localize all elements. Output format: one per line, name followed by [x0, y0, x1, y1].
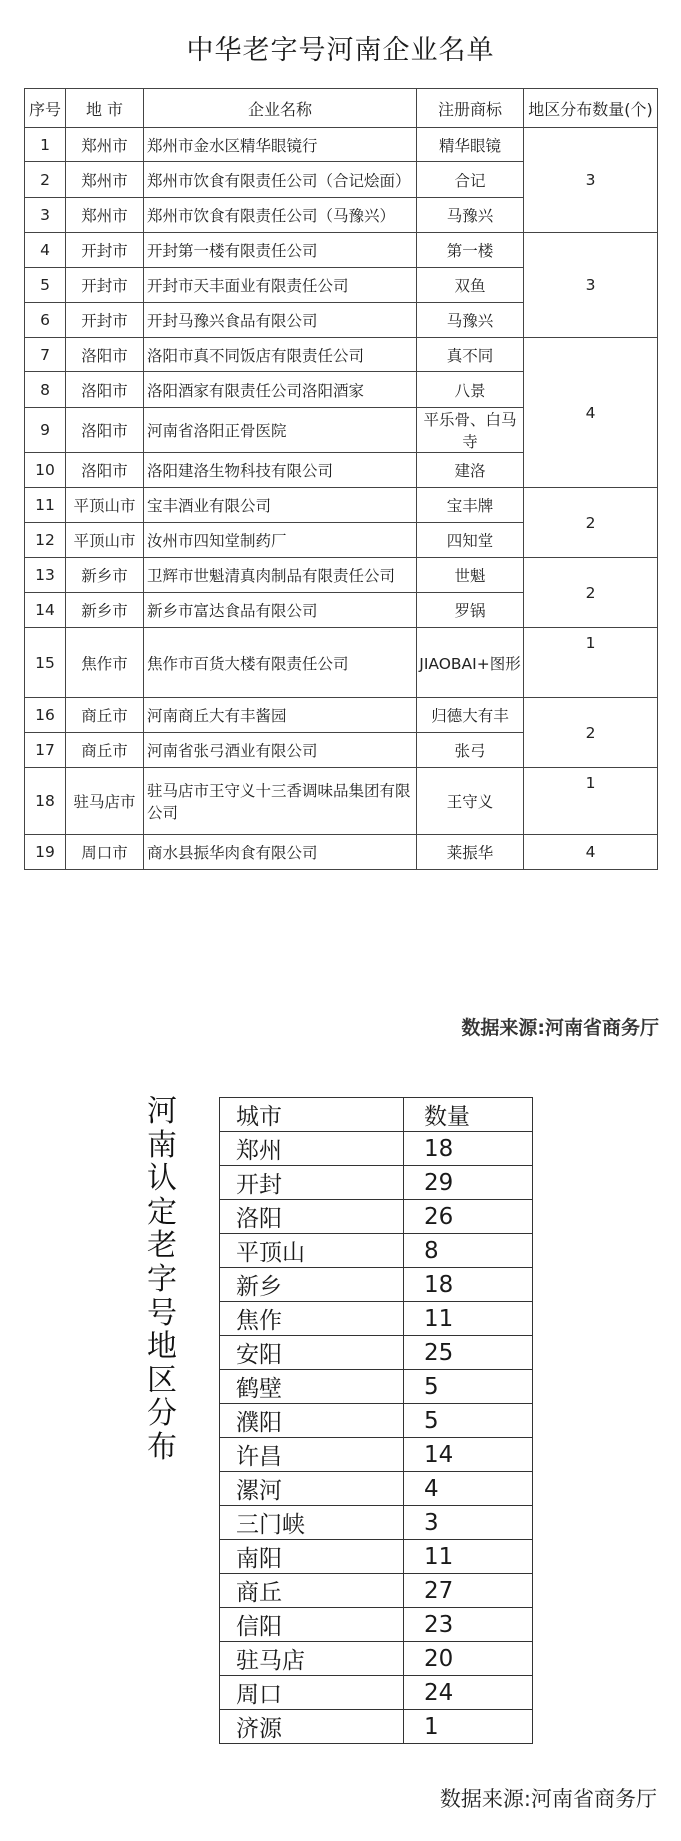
- city-count: 18: [404, 1132, 533, 1166]
- row-city: 焦作市: [66, 628, 144, 698]
- table-row: [220, 1676, 533, 1710]
- table-row: [220, 1472, 533, 1506]
- city-name: 南阳: [220, 1540, 404, 1574]
- region-count: 3: [524, 128, 658, 233]
- row-number: 5: [25, 268, 66, 303]
- city-name: 开封: [220, 1166, 404, 1200]
- region-count: 3: [524, 233, 658, 338]
- row-number: 13: [25, 558, 66, 593]
- row-number: 14: [25, 593, 66, 628]
- row-city: 洛阳市: [66, 453, 144, 488]
- row-brand: 双鱼: [417, 268, 524, 303]
- vertical-title-char: 南: [147, 1127, 177, 1163]
- row-company: 郑州市饮食有限责任公司（马豫兴）: [144, 198, 417, 233]
- row-number: 11: [25, 488, 66, 523]
- row-city: 开封市: [66, 233, 144, 268]
- region-count: 4: [524, 835, 658, 870]
- row-city: 商丘市: [66, 733, 144, 768]
- table-row: [25, 558, 658, 593]
- city-name: 平顶山: [220, 1234, 404, 1268]
- city-name: 鹤壁: [220, 1370, 404, 1404]
- region-count: 1: [524, 768, 658, 835]
- table-row: [220, 1370, 533, 1404]
- city-name: 安阳: [220, 1336, 404, 1370]
- row-city: 开封市: [66, 303, 144, 338]
- table-row: [25, 698, 658, 733]
- header-count: 地区分布数量(个): [524, 89, 658, 128]
- city-count: 1: [404, 1710, 533, 1744]
- row-company: 驻马店市王守义十三香调味品集团有限公司: [144, 768, 417, 835]
- row-company: 郑州市饮食有限责任公司（合记烩面）: [144, 162, 417, 198]
- table-row: [220, 1574, 533, 1608]
- row-company: 新乡市富达食品有限公司: [144, 593, 417, 628]
- row-number: 12: [25, 523, 66, 558]
- city-name: 驻马店: [220, 1642, 404, 1676]
- row-brand: 罗锅: [417, 593, 524, 628]
- table-row: [220, 1200, 533, 1234]
- vertical-title-char: 分: [147, 1396, 177, 1432]
- row-company: 郑州市金水区精华眼镜行: [144, 128, 417, 162]
- city-name: 漯河: [220, 1472, 404, 1506]
- row-brand: 王守义: [417, 768, 524, 835]
- row-city: 郑州市: [66, 162, 144, 198]
- row-number: 18: [25, 768, 66, 835]
- city-name: 商丘: [220, 1574, 404, 1608]
- table-row: [25, 488, 658, 523]
- header-count: 数量: [404, 1098, 533, 1132]
- row-company: 洛阳市真不同饭店有限责任公司: [144, 338, 417, 372]
- table-row: [25, 768, 658, 835]
- row-brand: 世魁: [417, 558, 524, 593]
- table-row: [220, 1268, 533, 1302]
- city-count-table: [219, 1097, 533, 1744]
- row-city: 平顶山市: [66, 523, 144, 558]
- city-count: 29: [404, 1166, 533, 1200]
- city-count: 20: [404, 1642, 533, 1676]
- city-count: 8: [404, 1234, 533, 1268]
- row-number: 1: [25, 128, 66, 162]
- row-company: 宝丰酒业有限公司: [144, 488, 417, 523]
- row-city: 新乡市: [66, 593, 144, 628]
- page-title: 中华老字号河南企业名单: [186, 35, 495, 66]
- city-name: 济源: [220, 1710, 404, 1744]
- table-row: [220, 1404, 533, 1438]
- table-row: [25, 338, 658, 372]
- table-row: [220, 1132, 533, 1166]
- city-name: 焦作: [220, 1302, 404, 1336]
- row-brand: 第一楼: [417, 233, 524, 268]
- row-city: 周口市: [66, 835, 144, 870]
- row-city: 郑州市: [66, 198, 144, 233]
- row-brand: 莱振华: [417, 835, 524, 870]
- row-brand: 真不同: [417, 338, 524, 372]
- city-count: 27: [404, 1574, 533, 1608]
- header-no: 序号: [25, 89, 66, 128]
- city-count: 25: [404, 1336, 533, 1370]
- table-row: [220, 1166, 533, 1200]
- region-count: 1: [524, 628, 658, 698]
- row-city: 洛阳市: [66, 408, 144, 453]
- city-name: 三门峡: [220, 1506, 404, 1540]
- row-brand: 合记: [417, 162, 524, 198]
- data-source-label: 数据来源:河南省商务厅: [439, 1787, 657, 1811]
- row-company: 洛阳建洛生物科技有限公司: [144, 453, 417, 488]
- city-count: 4: [404, 1472, 533, 1506]
- row-brand: 四知堂: [417, 523, 524, 558]
- row-company: 河南省洛阳正骨医院: [144, 408, 417, 453]
- row-company: 商水县振华肉食有限公司: [144, 835, 417, 870]
- row-company: 开封市天丰面业有限责任公司: [144, 268, 417, 303]
- row-city: 驻马店市: [66, 768, 144, 835]
- row-brand: 宝丰牌: [417, 488, 524, 523]
- vertical-title-char: 区: [147, 1362, 177, 1398]
- enterprise-table: [24, 88, 658, 870]
- row-city: 平顶山市: [66, 488, 144, 523]
- header-city: 城市: [220, 1098, 404, 1132]
- row-city: 洛阳市: [66, 338, 144, 372]
- city-name: 信阳: [220, 1608, 404, 1642]
- row-city: 洛阳市: [66, 372, 144, 408]
- vertical-title-char: 定: [147, 1194, 177, 1230]
- table-row: [220, 1608, 533, 1642]
- city-count: 14: [404, 1438, 533, 1472]
- row-number: 6: [25, 303, 66, 338]
- row-brand: 马豫兴: [417, 198, 524, 233]
- row-company: 洛阳酒家有限责任公司洛阳酒家: [144, 372, 417, 408]
- row-brand: 精华眼镜: [417, 128, 524, 162]
- row-number: 19: [25, 835, 66, 870]
- row-company: 河南省张弓酒业有限公司: [144, 733, 417, 768]
- city-name: 新乡: [220, 1268, 404, 1302]
- header-brand: 注册商标: [417, 89, 524, 128]
- row-number: 15: [25, 628, 66, 698]
- vertical-title-char: 地: [147, 1329, 177, 1365]
- vertical-title: [142, 1095, 182, 1465]
- row-company: 汝州市四知堂制药厂: [144, 523, 417, 558]
- table-row: [220, 1642, 533, 1676]
- vertical-title-char: 老: [147, 1228, 177, 1264]
- vertical-title-char: 河: [147, 1094, 177, 1129]
- row-brand: 归德大有丰: [417, 698, 524, 733]
- data-source-label: 数据来源:河南省商务厅: [461, 1017, 659, 1039]
- city-count: 24: [404, 1676, 533, 1710]
- table-row: [220, 1540, 533, 1574]
- table-row: [220, 1336, 533, 1370]
- row-brand: JIAOBAI+图形: [417, 628, 524, 698]
- region-count: 4: [524, 338, 658, 488]
- city-name: 周口: [220, 1676, 404, 1710]
- city-count: 5: [404, 1404, 533, 1438]
- row-brand: 平乐骨、白马寺: [417, 408, 524, 453]
- city-count: 11: [404, 1540, 533, 1574]
- row-company: 焦作市百货大楼有限责任公司: [144, 628, 417, 698]
- table-row: [220, 1710, 533, 1744]
- vertical-title-char: 号: [147, 1295, 177, 1331]
- table-row: [25, 233, 658, 268]
- vertical-title-char: 字: [147, 1261, 177, 1297]
- row-number: 10: [25, 453, 66, 488]
- row-company: 河南商丘大有丰酱园: [144, 698, 417, 733]
- row-number: 16: [25, 698, 66, 733]
- table-header-row: [220, 1098, 533, 1132]
- city-count: 18: [404, 1268, 533, 1302]
- city-count: 3: [404, 1506, 533, 1540]
- row-city: 郑州市: [66, 128, 144, 162]
- table-row: [25, 128, 658, 162]
- row-brand: 八景: [417, 372, 524, 408]
- row-number: 7: [25, 338, 66, 372]
- table-row: [25, 628, 658, 698]
- city-count: 23: [404, 1608, 533, 1642]
- row-city: 商丘市: [66, 698, 144, 733]
- header-city: 地 市: [66, 89, 144, 128]
- row-number: 8: [25, 372, 66, 408]
- city-name: 濮阳: [220, 1404, 404, 1438]
- row-company: 开封马豫兴食品有限公司: [144, 303, 417, 338]
- table-header-row: [25, 89, 658, 128]
- row-brand: 张弓: [417, 733, 524, 768]
- row-number: 17: [25, 733, 66, 768]
- city-name: 郑州: [220, 1132, 404, 1166]
- table-row: [25, 835, 658, 870]
- city-name: 许昌: [220, 1438, 404, 1472]
- row-number: 9: [25, 408, 66, 453]
- row-city: 新乡市: [66, 558, 144, 593]
- vertical-title-char: 认: [147, 1161, 177, 1197]
- row-company: 开封第一楼有限责任公司: [144, 233, 417, 268]
- region-count: 2: [524, 488, 658, 558]
- header-company: 企业名称: [144, 89, 417, 128]
- city-name: 洛阳: [220, 1200, 404, 1234]
- vertical-title-char: 布: [147, 1429, 177, 1465]
- region-count: 2: [524, 698, 658, 768]
- table-row: [220, 1438, 533, 1472]
- table-row: [220, 1302, 533, 1336]
- region-count: 2: [524, 558, 658, 628]
- row-number: 2: [25, 162, 66, 198]
- row-brand: 建洛: [417, 453, 524, 488]
- city-count: 11: [404, 1302, 533, 1336]
- row-brand: 马豫兴: [417, 303, 524, 338]
- row-number: 3: [25, 198, 66, 233]
- city-count: 5: [404, 1370, 533, 1404]
- row-city: 开封市: [66, 268, 144, 303]
- row-number: 4: [25, 233, 66, 268]
- table-row: [220, 1506, 533, 1540]
- row-company: 卫辉市世魁清真肉制品有限责任公司: [144, 558, 417, 593]
- table-row: [220, 1234, 533, 1268]
- city-count: 26: [404, 1200, 533, 1234]
